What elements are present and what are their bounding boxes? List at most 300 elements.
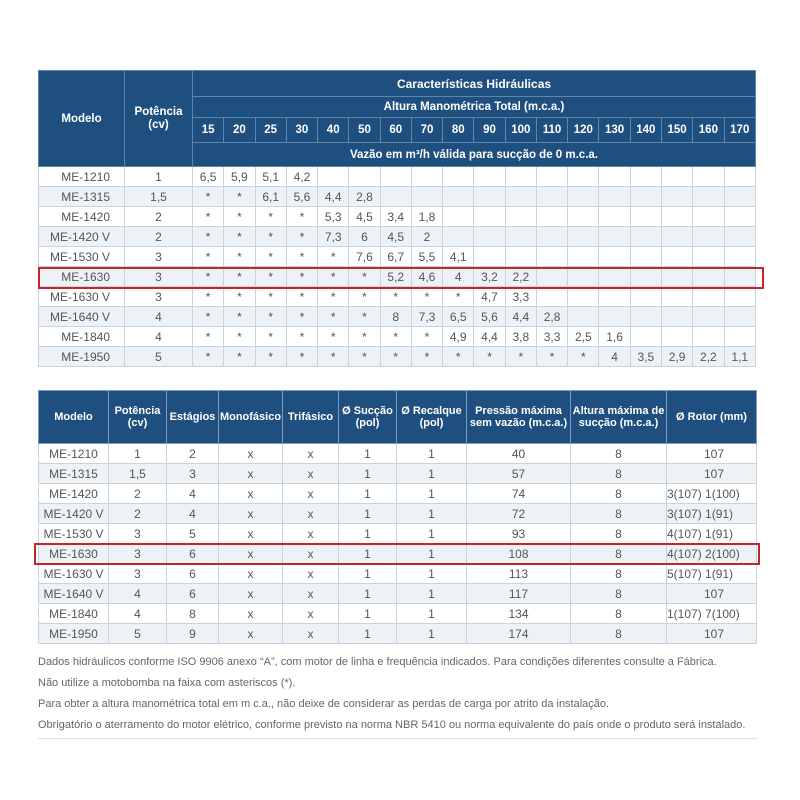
spec-cell: 6 — [167, 564, 219, 584]
flow-cell: 3,3 — [505, 287, 536, 307]
flow-cell: * — [255, 247, 286, 267]
flow-cell: 5,6 — [474, 307, 505, 327]
spec-header-cell: Estágios — [167, 391, 219, 444]
table-subtitle: Altura Manométrica Total (m.c.a.) — [193, 97, 756, 118]
flow-cell: * — [411, 327, 442, 347]
flow-cell: * — [443, 347, 474, 367]
spec-cell: 1 — [397, 504, 467, 524]
table-row — [39, 564, 757, 584]
height-header-cell: 60 — [380, 118, 411, 143]
flow-cell: 6,5 — [193, 167, 224, 187]
flow-cell: 6 — [349, 227, 380, 247]
height-header-cell: 160 — [693, 118, 724, 143]
spec-cell: 4 — [109, 584, 167, 604]
flow-cell — [724, 207, 755, 227]
spec-cell: x — [283, 584, 339, 604]
flow-cell: * — [286, 267, 317, 287]
flow-cell — [693, 187, 724, 207]
table-row — [39, 207, 756, 227]
spec-cell: 117 — [467, 584, 571, 604]
spec-cell: ME-1530 V — [39, 524, 109, 544]
flow-cell — [443, 207, 474, 227]
spec-header-cell: Ø Recalque (pol) — [397, 391, 467, 444]
height-header-cell: 170 — [724, 118, 755, 143]
spec-cell: ME-1315 — [39, 464, 109, 484]
flow-cell — [661, 307, 692, 327]
power-cell: 5 — [125, 347, 193, 367]
height-header-cell: 150 — [661, 118, 692, 143]
spec-cell: 8 — [571, 524, 667, 544]
flow-cell: 1,6 — [599, 327, 630, 347]
flow-cell: * — [536, 347, 567, 367]
table-row — [39, 504, 757, 524]
flow-cell: * — [255, 327, 286, 347]
flow-cell: 4,9 — [443, 327, 474, 347]
spec-cell: 1 — [339, 544, 397, 564]
flow-cell: 4,5 — [380, 227, 411, 247]
flow-cell: * — [224, 307, 255, 327]
table-row — [39, 287, 756, 307]
spec-cell: x — [283, 444, 339, 464]
spec-cell: x — [219, 464, 283, 484]
flow-cell: 5,3 — [318, 207, 349, 227]
spec-cell: 4 — [109, 604, 167, 624]
spec-cell: 1 — [339, 564, 397, 584]
footnotes — [38, 652, 778, 736]
spec-cell: x — [219, 524, 283, 544]
table-row — [39, 347, 756, 367]
flow-cell — [599, 187, 630, 207]
flow-cell: * — [255, 307, 286, 327]
flow-cell: * — [380, 327, 411, 347]
flow-cell: * — [380, 287, 411, 307]
power-cell: 1,5 — [125, 187, 193, 207]
power-cell: 4 — [125, 327, 193, 347]
flow-cell: 2,2 — [693, 347, 724, 367]
flow-cell: * — [286, 287, 317, 307]
height-header-cell: 25 — [255, 118, 286, 143]
table-title: Características Hidráulicas — [193, 71, 756, 97]
model-cell: ME-1420 — [39, 207, 125, 227]
flow-cell — [568, 207, 599, 227]
spec-cell: 5(107) 1(91) — [667, 564, 757, 584]
spec-cell: 1 — [397, 484, 467, 504]
flow-cell: 1,8 — [411, 207, 442, 227]
flow-cell: 7,6 — [349, 247, 380, 267]
flow-cell: * — [224, 207, 255, 227]
flow-cell — [661, 167, 692, 187]
spec-cell: 1(107) 7(100) — [667, 604, 757, 624]
spec-cell: 6 — [167, 584, 219, 604]
spec-cell: 74 — [467, 484, 571, 504]
height-header-cell: 30 — [286, 118, 317, 143]
spec-cell: 1 — [339, 604, 397, 624]
flow-cell: 3,2 — [474, 267, 505, 287]
flow-cell — [380, 167, 411, 187]
flow-cell — [724, 247, 755, 267]
spec-cell: ME-1630 V — [39, 564, 109, 584]
spec-cell: x — [219, 484, 283, 504]
flow-cell: 1,1 — [724, 347, 755, 367]
flow-cell — [599, 247, 630, 267]
flow-cell — [630, 307, 661, 327]
flow-cell: * — [224, 227, 255, 247]
flow-cell — [630, 207, 661, 227]
flow-cell: 2,5 — [568, 327, 599, 347]
flow-cell — [661, 287, 692, 307]
flow-cell — [724, 187, 755, 207]
power-cell: 1 — [125, 167, 193, 187]
flow-cell — [693, 167, 724, 187]
flow-cell: 3,4 — [380, 207, 411, 227]
note-2: Não utilize a motobomba na faixa com asteriscos (*). — [38, 677, 296, 689]
spec-cell: 134 — [467, 604, 571, 624]
flow-cell — [568, 307, 599, 327]
table-row — [39, 544, 757, 564]
table-row — [39, 444, 757, 464]
technical-specs-table — [38, 390, 757, 644]
model-cell: ME-1315 — [39, 187, 125, 207]
flow-cell: 4,4 — [318, 187, 349, 207]
spec-cell: 3 — [109, 564, 167, 584]
flow-cell — [630, 247, 661, 267]
spec-cell: 72 — [467, 504, 571, 524]
spec-cell: 1 — [397, 444, 467, 464]
spec-header-cell: Altura máxima de sucção (m.c.a.) — [571, 391, 667, 444]
flow-cell: 2,9 — [661, 347, 692, 367]
spec-header-cell: Modelo — [39, 391, 109, 444]
spec-cell: ME-1640 V — [39, 584, 109, 604]
power-cell: 3 — [125, 267, 193, 287]
flow-cell: * — [193, 327, 224, 347]
spec-cell: ME-1950 — [39, 624, 109, 644]
flow-cell: 2,8 — [536, 307, 567, 327]
spec-cell: 4(107) 2(100) — [667, 544, 757, 564]
flow-cell — [505, 207, 536, 227]
flow-cell — [693, 267, 724, 287]
flow-cell — [661, 227, 692, 247]
flow-cell — [568, 247, 599, 267]
flow-cell — [318, 167, 349, 187]
flow-cell: 3,3 — [536, 327, 567, 347]
flow-cell: 7,3 — [318, 227, 349, 247]
flow-cell — [411, 167, 442, 187]
flow-cell: * — [568, 347, 599, 367]
spec-cell: ME-1420 — [39, 484, 109, 504]
spec-cell: 107 — [667, 464, 757, 484]
flow-cell: 4,5 — [349, 207, 380, 227]
spec-cell: x — [283, 604, 339, 624]
flow-cell — [724, 287, 755, 307]
spec-cell: 8 — [571, 484, 667, 504]
height-header-cell: 90 — [474, 118, 505, 143]
flow-cell — [724, 327, 755, 347]
spec-cell: x — [283, 564, 339, 584]
flow-cell — [443, 167, 474, 187]
flow-cell — [536, 247, 567, 267]
flow-cell: 4,4 — [474, 327, 505, 347]
spec-cell: 4 — [167, 504, 219, 524]
table-row — [39, 227, 756, 247]
spec-cell: x — [219, 604, 283, 624]
flow-cell — [505, 187, 536, 207]
flow-cell: * — [318, 247, 349, 267]
flow-cell — [661, 187, 692, 207]
flow-cell — [505, 227, 536, 247]
spec-cell: 6 — [167, 544, 219, 564]
model-cell: ME-1950 — [39, 347, 125, 367]
flow-cell — [630, 227, 661, 247]
flow-cell: 5,6 — [286, 187, 317, 207]
spec-header-cell: Ø Rotor (mm) — [667, 391, 757, 444]
table-row — [39, 187, 756, 207]
spec-cell: 107 — [667, 444, 757, 464]
flow-cell — [568, 267, 599, 287]
flow-cell: 4,7 — [474, 287, 505, 307]
flow-cell — [505, 167, 536, 187]
flow-cell: 3,8 — [505, 327, 536, 347]
spec-cell: 8 — [571, 444, 667, 464]
flow-cell — [568, 287, 599, 307]
spec-cell: 1 — [397, 604, 467, 624]
model-cell: ME-1630 — [39, 267, 125, 287]
spec-cell: 8 — [571, 464, 667, 484]
flow-cell: * — [318, 307, 349, 327]
flow-cell: * — [193, 267, 224, 287]
flow-cell — [630, 287, 661, 307]
spec-cell: ME-1630 — [39, 544, 109, 564]
note-4: Obrigatório o aterramento do motor elétrico, conforme previsto na norma NBR 5410 ou norma equivalente do país onde o produto será instalado. — [38, 719, 746, 731]
spec-cell: 1 — [339, 624, 397, 644]
spec-cell: 8 — [571, 604, 667, 624]
flow-cell: * — [318, 267, 349, 287]
spec-header-cell: Ø Sucção (pol) — [339, 391, 397, 444]
flow-caption: Vazão em m³/h válida para sucção de 0 m.c.a. — [193, 143, 756, 167]
flow-cell — [661, 207, 692, 227]
header-power: Potência (cv) — [125, 71, 193, 167]
flow-cell — [599, 167, 630, 187]
spec-cell: x — [283, 524, 339, 544]
height-header-cell: 50 — [349, 118, 380, 143]
model-cell: ME-1840 — [39, 327, 125, 347]
flow-cell: 5,2 — [380, 267, 411, 287]
flow-cell: * — [443, 287, 474, 307]
spec-cell: 113 — [467, 564, 571, 584]
flow-cell — [630, 167, 661, 187]
flow-cell — [536, 167, 567, 187]
table-row — [39, 267, 756, 287]
spec-header-cell: Monofásico — [219, 391, 283, 444]
flow-cell — [661, 247, 692, 267]
flow-cell: * — [286, 347, 317, 367]
spec-cell: 5 — [167, 524, 219, 544]
flow-cell — [536, 287, 567, 307]
table2-body — [39, 444, 757, 644]
spec-cell: 8 — [167, 604, 219, 624]
flow-cell: 5,9 — [224, 167, 255, 187]
power-cell: 3 — [125, 287, 193, 307]
spec-cell: 8 — [571, 624, 667, 644]
flow-cell — [693, 207, 724, 227]
flow-cell: 4 — [599, 347, 630, 367]
flow-cell — [349, 167, 380, 187]
flow-cell — [474, 227, 505, 247]
height-header-cell: 20 — [224, 118, 255, 143]
spec-cell: 1 — [339, 484, 397, 504]
flow-cell: 5,5 — [411, 247, 442, 267]
spec-cell: 1 — [397, 464, 467, 484]
table-row — [39, 464, 757, 484]
spec-cell: 40 — [467, 444, 571, 464]
flow-cell — [724, 267, 755, 287]
flow-cell: * — [224, 327, 255, 347]
table1-body — [39, 167, 756, 367]
table-row — [39, 524, 757, 544]
flow-cell — [474, 167, 505, 187]
flow-cell — [693, 307, 724, 327]
flow-cell: * — [224, 247, 255, 267]
flow-cell: 4,2 — [286, 167, 317, 187]
table2-header-row — [39, 391, 757, 444]
spec-cell: 1 — [397, 544, 467, 564]
flow-cell: * — [380, 347, 411, 367]
flow-cell — [693, 247, 724, 267]
table-row — [39, 327, 756, 347]
flow-cell: * — [224, 187, 255, 207]
spec-cell: 93 — [467, 524, 571, 544]
spec-cell: 4 — [167, 484, 219, 504]
spec-cell: ME-1210 — [39, 444, 109, 464]
flow-cell: * — [193, 287, 224, 307]
spec-cell: 3 — [109, 544, 167, 564]
table-row — [39, 167, 756, 187]
spec-cell: 2 — [167, 444, 219, 464]
flow-cell: 4 — [443, 267, 474, 287]
flow-cell — [380, 187, 411, 207]
spec-cell: ME-1420 V — [39, 504, 109, 524]
height-header-cell: 130 — [599, 118, 630, 143]
spec-cell: 2 — [109, 484, 167, 504]
note-3: Para obter a altura manométrica total em m c.a., não deixe de considerar as perdas de carga por atrito da instalação. — [38, 698, 610, 710]
spec-header-cell: Pressão máxima sem vazão (m.c.a.) — [467, 391, 571, 444]
flow-cell — [536, 227, 567, 247]
flow-cell — [411, 187, 442, 207]
spec-cell: 1 — [339, 584, 397, 604]
flow-cell — [661, 267, 692, 287]
flow-cell — [474, 247, 505, 267]
flow-cell — [630, 327, 661, 347]
flow-cell — [568, 167, 599, 187]
flow-cell: * — [224, 347, 255, 367]
spec-cell: x — [283, 504, 339, 524]
flow-cell: * — [318, 347, 349, 367]
table-row — [39, 484, 757, 504]
spec-cell: 57 — [467, 464, 571, 484]
header-model: Modelo — [39, 71, 125, 167]
spec-cell: x — [283, 484, 339, 504]
flow-cell — [536, 187, 567, 207]
spec-cell: 108 — [467, 544, 571, 564]
flow-cell — [443, 187, 474, 207]
flow-cell: 4,4 — [505, 307, 536, 327]
flow-cell: * — [349, 287, 380, 307]
spec-cell: 5 — [109, 624, 167, 644]
flow-cell: 2,2 — [505, 267, 536, 287]
flow-cell — [693, 327, 724, 347]
spec-cell: 8 — [571, 584, 667, 604]
flow-cell: * — [193, 187, 224, 207]
spec-cell: 1 — [339, 524, 397, 544]
flow-cell: * — [193, 347, 224, 367]
flow-cell: 6,5 — [443, 307, 474, 327]
power-cell: 2 — [125, 207, 193, 227]
flow-cell: 3,5 — [630, 347, 661, 367]
flow-cell: * — [255, 267, 286, 287]
flow-cell — [724, 227, 755, 247]
flow-cell — [693, 227, 724, 247]
table-row — [39, 247, 756, 267]
height-header-cell: 80 — [443, 118, 474, 143]
height-header-cell: 110 — [536, 118, 567, 143]
spec-cell: 107 — [667, 584, 757, 604]
spec-cell: 1 — [397, 584, 467, 604]
spec-cell: 1 — [339, 464, 397, 484]
spec-cell: 1 — [339, 504, 397, 524]
table-row — [39, 307, 756, 327]
spec-cell: 9 — [167, 624, 219, 644]
flow-cell: * — [318, 287, 349, 307]
flow-cell: * — [193, 307, 224, 327]
spec-cell: 1 — [109, 444, 167, 464]
flow-cell: 5,1 — [255, 167, 286, 187]
spec-cell: 1 — [397, 564, 467, 584]
power-cell: 3 — [125, 247, 193, 267]
spec-cell: x — [219, 444, 283, 464]
divider — [38, 738, 758, 739]
flow-cell: * — [505, 347, 536, 367]
flow-cell — [693, 287, 724, 307]
flow-cell: * — [411, 347, 442, 367]
flow-cell — [443, 227, 474, 247]
flow-cell — [568, 187, 599, 207]
flow-cell: * — [349, 327, 380, 347]
spec-cell: 107 — [667, 624, 757, 644]
spec-cell: 4(107) 1(91) — [667, 524, 757, 544]
flow-cell: * — [349, 267, 380, 287]
flow-cell — [599, 207, 630, 227]
model-cell: ME-1640 V — [39, 307, 125, 327]
flow-cell — [568, 227, 599, 247]
flow-cell: * — [286, 247, 317, 267]
model-cell: ME-1210 — [39, 167, 125, 187]
flow-cell — [505, 247, 536, 267]
flow-cell: * — [286, 207, 317, 227]
flow-cell — [630, 187, 661, 207]
height-header-cell: 100 — [505, 118, 536, 143]
model-cell: ME-1630 V — [39, 287, 125, 307]
spec-header-cell: Trifásico — [283, 391, 339, 444]
flow-cell — [474, 187, 505, 207]
flow-cell: * — [286, 227, 317, 247]
height-header-cell: 40 — [318, 118, 349, 143]
flow-cell: * — [474, 347, 505, 367]
spec-cell: 1 — [397, 524, 467, 544]
flow-cell — [474, 207, 505, 227]
spec-header-cell: Potência (cv) — [109, 391, 167, 444]
spec-cell: 3(107) 1(100) — [667, 484, 757, 504]
flow-cell: * — [224, 267, 255, 287]
height-header-cell: 15 — [193, 118, 224, 143]
